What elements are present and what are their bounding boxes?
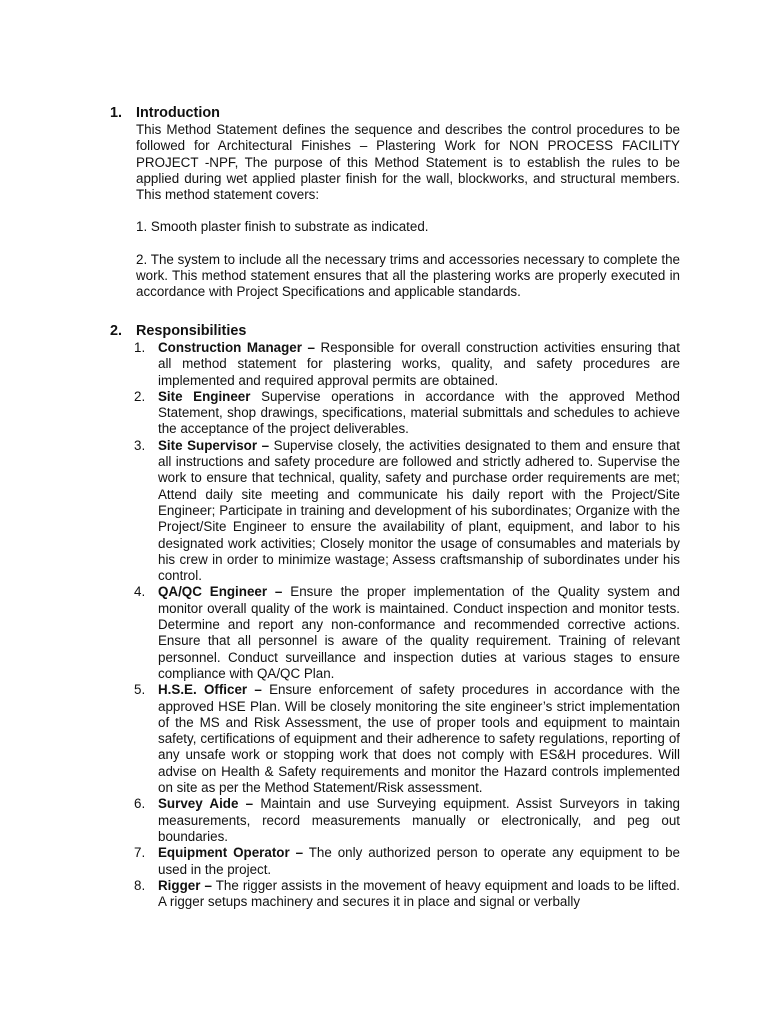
list-item-text	[158, 340, 680, 389]
list-item-text	[158, 682, 680, 796]
role-name: Site Supervisor –	[158, 437, 270, 453]
list-item-number: 2.	[134, 388, 146, 404]
role-description: Maintain and use Surveying equipment. Assist Surveyors in taking measurements, record measurements manually or electronically, and peg out boundaries.	[158, 796, 680, 844]
introduction-point-2: 2. The system to include all the necessary trims and accessories necessary to complete the work. This method statement ensures that all the plastering works are properly executed in accordance with Project Specifications and applicable standards.	[136, 251, 680, 300]
list-item-number: 7.	[134, 845, 146, 861]
responsibilities-title: Responsibilities	[136, 323, 247, 339]
responsibilities-heading	[110, 322, 680, 340]
list-item	[110, 796, 680, 845]
list-item-number: 3.	[134, 437, 146, 453]
responsibilities-section	[110, 322, 680, 910]
introduction-number: 1.	[110, 105, 123, 121]
list-item	[110, 438, 680, 585]
list-item-number: 5.	[134, 682, 146, 698]
role-description: Supervise closely, the activities designated to them and ensure that all instructions and safety procedure are followed and strictly adhered to. Supervise the work to ensure that technical, quality, safety and purchase order requirements are met; Attend daily site meeting and communicate his daily report with the Project/Site Engineer; Participate in training and development of his subordinates; Organize with the Project/Site Engineer to ensure the availability of plant, equipment, and labor to his designated work activities; Closely monitor the usage of consumables and materials by his crew in order to minimize wastage; Assess craftsmanship of subordinates under his control.	[158, 437, 680, 584]
role-name: Survey Aide –	[158, 796, 254, 812]
list-item-text	[158, 878, 680, 911]
list-item-text	[158, 796, 680, 845]
role-name: Rigger –	[158, 877, 212, 893]
responsibilities-list	[110, 340, 680, 910]
introduction-point-1: 1. Smooth plaster finish to substrate as indicated.	[136, 219, 429, 235]
role-description: Responsible for overall construction activities ensuring that all method statement for plastering works, quality, and safety procedures are implemented and required approval permits are obtained.	[158, 340, 680, 388]
responsibilities-number: 2.	[110, 323, 123, 339]
role-name: QA/QC Engineer –	[158, 584, 283, 600]
list-item	[110, 340, 680, 389]
list-item	[110, 584, 680, 682]
role-name: H.S.E. Officer –	[158, 682, 262, 698]
list-item-number: 8.	[134, 877, 146, 893]
role-description: Ensure enforcement of safety procedures in accordance with the approved HSE Plan. Will be closely monitoring the site engineer’s strict implementation of the MS and Risk Assessment, the use of proper tools and equipment to maintain safety, certifications of equipment and their adherence to safety regulations, reporting of any unsafe work or stopping work that does not comply with ES&H procedures. Will advise on Health & Safety requirements and monitor the Hazard controls implemented on site as per the Method Statement/Risk assessment.	[158, 682, 680, 796]
role-description: The rigger assists in the movement of heavy equipment and loads to be lifted. A rigger setups machinery and secures it in place and signal or verbally	[158, 877, 680, 910]
list-item	[110, 389, 680, 438]
role-description: Supervise operations in accordance with the approved Method Statement, shop drawings, specifications, material submittals and schedules to achieve the acceptance of the project deliverables.	[158, 388, 681, 437]
introduction-title: Introduction	[136, 105, 220, 121]
introduction-section	[110, 104, 680, 301]
introduction-heading	[110, 104, 680, 122]
list-item-number: 6.	[134, 796, 146, 812]
introduction-body	[136, 122, 680, 301]
list-item	[110, 682, 680, 796]
introduction-paragraph: This Method Statement defines the sequence and describes the control procedures to be followed for Architectural Finishes – Plastering Work for NON PROCESS FACILITY PROJECT -NPF, The purpose of this Method Statement is to establish the rules to be applied during wet applied plaster finish for the wall, blockworks, and structural members. This method statement covers:	[136, 122, 680, 203]
role-name: Equipment Operator –	[158, 845, 304, 861]
list-item-text	[158, 389, 680, 438]
list-item-number: 4.	[134, 584, 146, 600]
list-item	[110, 845, 680, 878]
role-description: Ensure the proper implementation of the Quality system and monitor overall quality of the work is maintained. Conduct inspection and monitor tests. Determine and report any non-conformance and recommended corrective actions. Ensure that all personnel is aware of the quality requirement. Training of relevant personnel. Conduct surveillance and inspection duties at various stages to ensure compliance with QA/QC Plan.	[158, 584, 681, 681]
role-description: The only authorized person to operate any equipment to be used in the project.	[158, 845, 680, 877]
list-item	[110, 878, 680, 911]
list-item-text	[158, 438, 680, 585]
role-name: Construction Manager –	[158, 340, 315, 355]
list-item-text	[158, 584, 680, 682]
role-name: Site Engineer	[158, 388, 251, 404]
list-item-number: 1.	[134, 340, 146, 355]
list-item-text	[158, 845, 680, 878]
